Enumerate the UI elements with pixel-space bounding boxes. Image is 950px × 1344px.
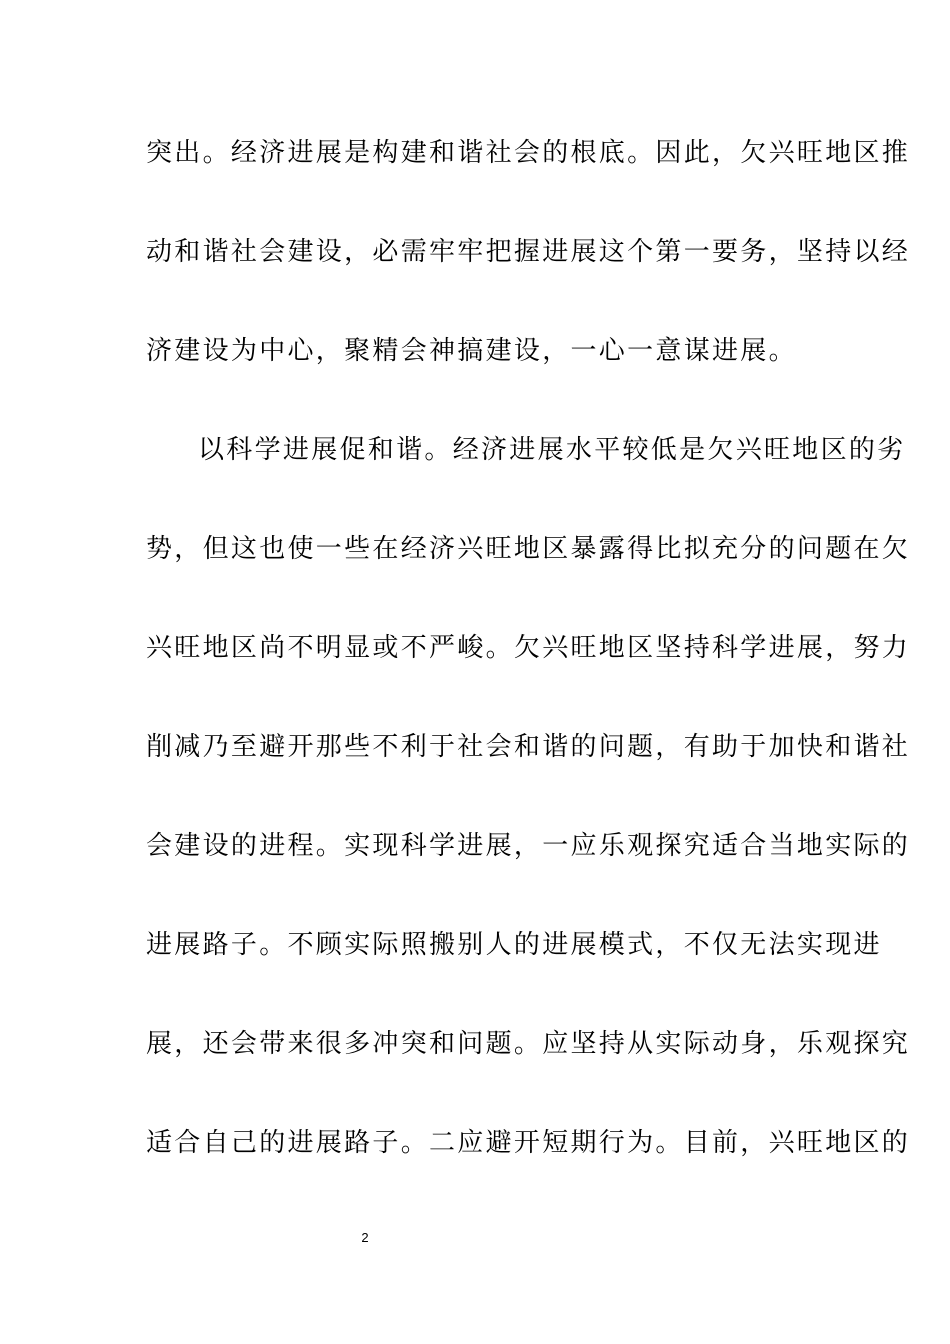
- text-line-2: 动和谐社会建设，必需牢牢把握进展这个第一要务，坚持以经: [146, 237, 911, 267]
- text-line-6: 兴旺地区尚不明显或不严峻。欠兴旺地区坚持科学进展，努力: [146, 633, 911, 663]
- text-line-7: 削减乃至避开那些不利于社会和谐的问题，有助于加快和谐社: [146, 732, 911, 762]
- text-line-1: 突出。经济进展是构建和谐社会的根底。因此，欠兴旺地区推: [146, 138, 911, 168]
- paragraph-start-line: 以科学进展促和谐。经济进展水平较低是欠兴旺地区的劣: [198, 435, 906, 465]
- text-line-9: 进展路子。不顾实际照搬别人的进展模式，不仅无法实现进: [146, 930, 882, 960]
- text-line-11: 适合自己的进展路子。二应避开短期行为。目前，兴旺地区的: [146, 1128, 911, 1158]
- text-line-3: 济建设为中心，聚精会神搞建设，一心一意谋进展。: [146, 336, 797, 366]
- text-line-5: 势，但这也使一些在经济兴旺地区暴露得比拟充分的问题在欠: [146, 534, 911, 564]
- text-line-10: 展，还会带来很多冲突和问题。应坚持从实际动身，乐观探究: [146, 1029, 911, 1059]
- text-line-8: 会建设的进程。实现科学进展，一应乐观探究适合当地实际的: [146, 831, 911, 861]
- page-number: 2: [361, 1230, 369, 1245]
